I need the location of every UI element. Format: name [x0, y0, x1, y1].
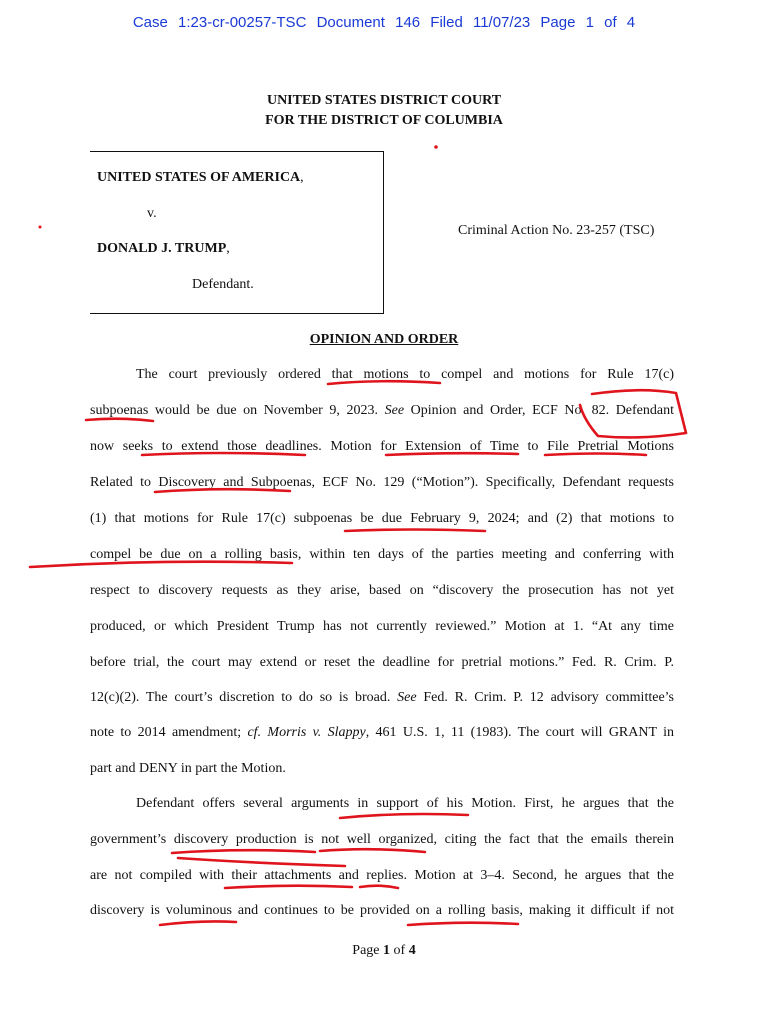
case-header-stamp: Case 1:23-cr-00257-TSC Document 146 Filed 11/07/23 Page 1 of 4 [132, 14, 636, 31]
body-line: now seeks to extend those deadlines. Motion for Extension of Time to File Pretrial Motions [90, 439, 674, 454]
underline-replies [360, 886, 398, 888]
body-line: (1) that motions for Rule 17(c) subpoenas be due February 9, 2024; and (2) that motions to [90, 511, 674, 526]
underline-discovery-production-2 [178, 858, 345, 866]
body-line: The court previously ordered that motions to compel and motions for Rule 17(c) [136, 367, 674, 382]
caption-defendant: DONALD J. TRUMP, [97, 241, 230, 256]
document-title: OPINION AND ORDER [309, 332, 459, 347]
ink-dot-left [39, 226, 42, 229]
caption-versus: v. [147, 206, 157, 221]
body-line: Defendant offers several arguments in support of his Motion. First, he argues that the [136, 796, 674, 811]
caption-plaintiff: UNITED STATES OF AMERICA, [97, 170, 304, 185]
court-name-line-2: FOR THE DISTRICT OF COLUMBIA [265, 113, 503, 128]
body-line: note to 2014 amendment; cf. Morris v. Slappy, 461 U.S. 1, 11 (1983). The court will GRANT in [90, 725, 674, 740]
body-line: compel be due on a rolling basis, within ten days of the parties meeting and conferring with [90, 547, 674, 562]
caption-defendant-role: Defendant. [192, 277, 254, 292]
body-line: produced, or which President Trump has not currently reviewed.” Motion at 1. “At any time [90, 619, 674, 634]
body-line: respect to discovery requests as they arise, based on “discovery the prosecution has not yet [90, 583, 674, 598]
underline-support-of-motion [340, 814, 468, 818]
underline-rolling-basis-2 [408, 923, 518, 925]
court-name-line-1: UNITED STATES DISTRICT COURT [266, 93, 502, 108]
underline-their-attachments [225, 886, 352, 888]
body-line: before trial, the court may extend or reset the deadline for pretrial motions.” Fed. R. Crim. P. [90, 655, 674, 670]
underline-voluminous [160, 921, 236, 925]
body-line: subpoenas would be due on November 9, 2023. See Opinion and Order, ECF No. 82. Defendant [90, 403, 674, 418]
body-line: part and DENY in part the Motion. [90, 761, 286, 776]
body-line: Related to Discovery and Subpoenas, ECF No. 129 (“Motion”). Specifically, Defendant requests [90, 475, 674, 490]
underline-discovery-production [172, 850, 315, 853]
body-line: are not compiled with their attachments and replies. Motion at 3–4. Second, he argues that the [90, 868, 674, 883]
underline-not-well-organized [320, 849, 425, 852]
body-line: 12(c)(2). The court’s discretion to do so is broad. See Fed. R. Crim. P. 12 advisory committee’s [90, 690, 674, 705]
criminal-action-number: Criminal Action No. 23-257 (TSC) [458, 223, 655, 238]
underline-due-february [345, 530, 485, 532]
body-line: discovery is voluminous and continues to be provided on a rolling basis, making it difficult if not [90, 903, 674, 918]
body-line: government’s discovery production is not well organized, citing the fact that the emails therein [90, 832, 674, 847]
page-number-footer: Page 1 of 4 [352, 943, 416, 958]
ink-dot-top [434, 145, 438, 149]
